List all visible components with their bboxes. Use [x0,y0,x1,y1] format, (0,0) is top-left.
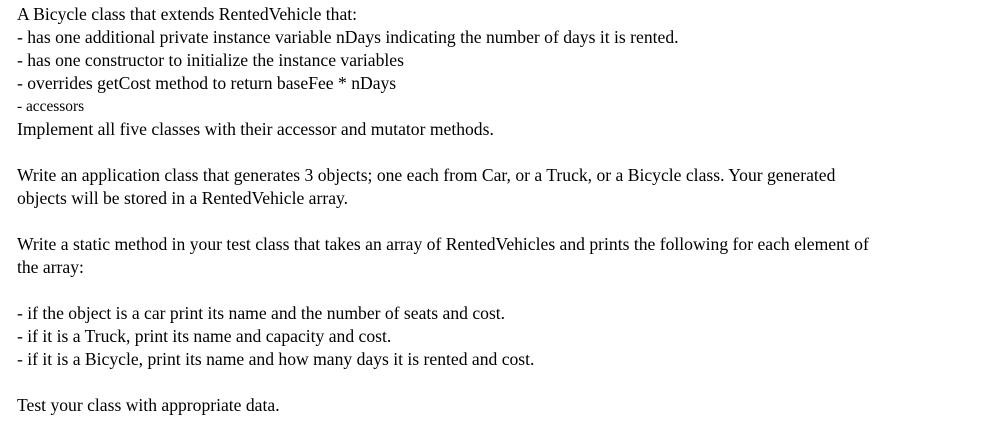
closing-instruction: Test your class with appropriate data. [17,395,280,415]
document-body [17,3,977,417]
bicycle-item-instance-variable: - has one additional private instance variable nDays indicating the number of days it is rented. [17,27,679,47]
paragraph-gap [17,210,977,233]
print-rule-bicycle: - if it is a Bicycle, print its name and how many days it is rented and cost. [17,349,535,369]
implement-instruction: Implement all five classes with their accessor and mutator methods. [17,119,494,139]
application-line-1: Write an application class that generates 3 objects; one each from Car, or a Truck, or a Bicycle class. Your generated [17,165,836,185]
bicycle-item-accessors: - accessors [17,98,85,115]
static-method-line-2: the array: [17,257,84,277]
print-rule-car: - if the object is a car print its name and the number of seats and cost. [17,303,506,323]
bicycle-item-constructor: - has one constructor to initialize the instance variables [17,50,404,70]
bicycle-intro: A Bicycle class that extends RentedVehicle that: [17,4,358,24]
paragraph-gap [17,141,977,164]
print-rule-truck: - if it is a Truck, print its name and capacity and cost. [17,326,392,346]
paragraph-gap [17,279,977,302]
static-method-line-1: Write a static method in your test class that takes an array of RentedVehicles and prints the following for each element of [17,234,869,254]
paragraph-gap [17,371,977,394]
application-line-2: objects will be stored in a RentedVehicle array. [17,188,349,208]
bicycle-item-getcost: - overrides getCost method to return baseFee * nDays [17,73,397,93]
